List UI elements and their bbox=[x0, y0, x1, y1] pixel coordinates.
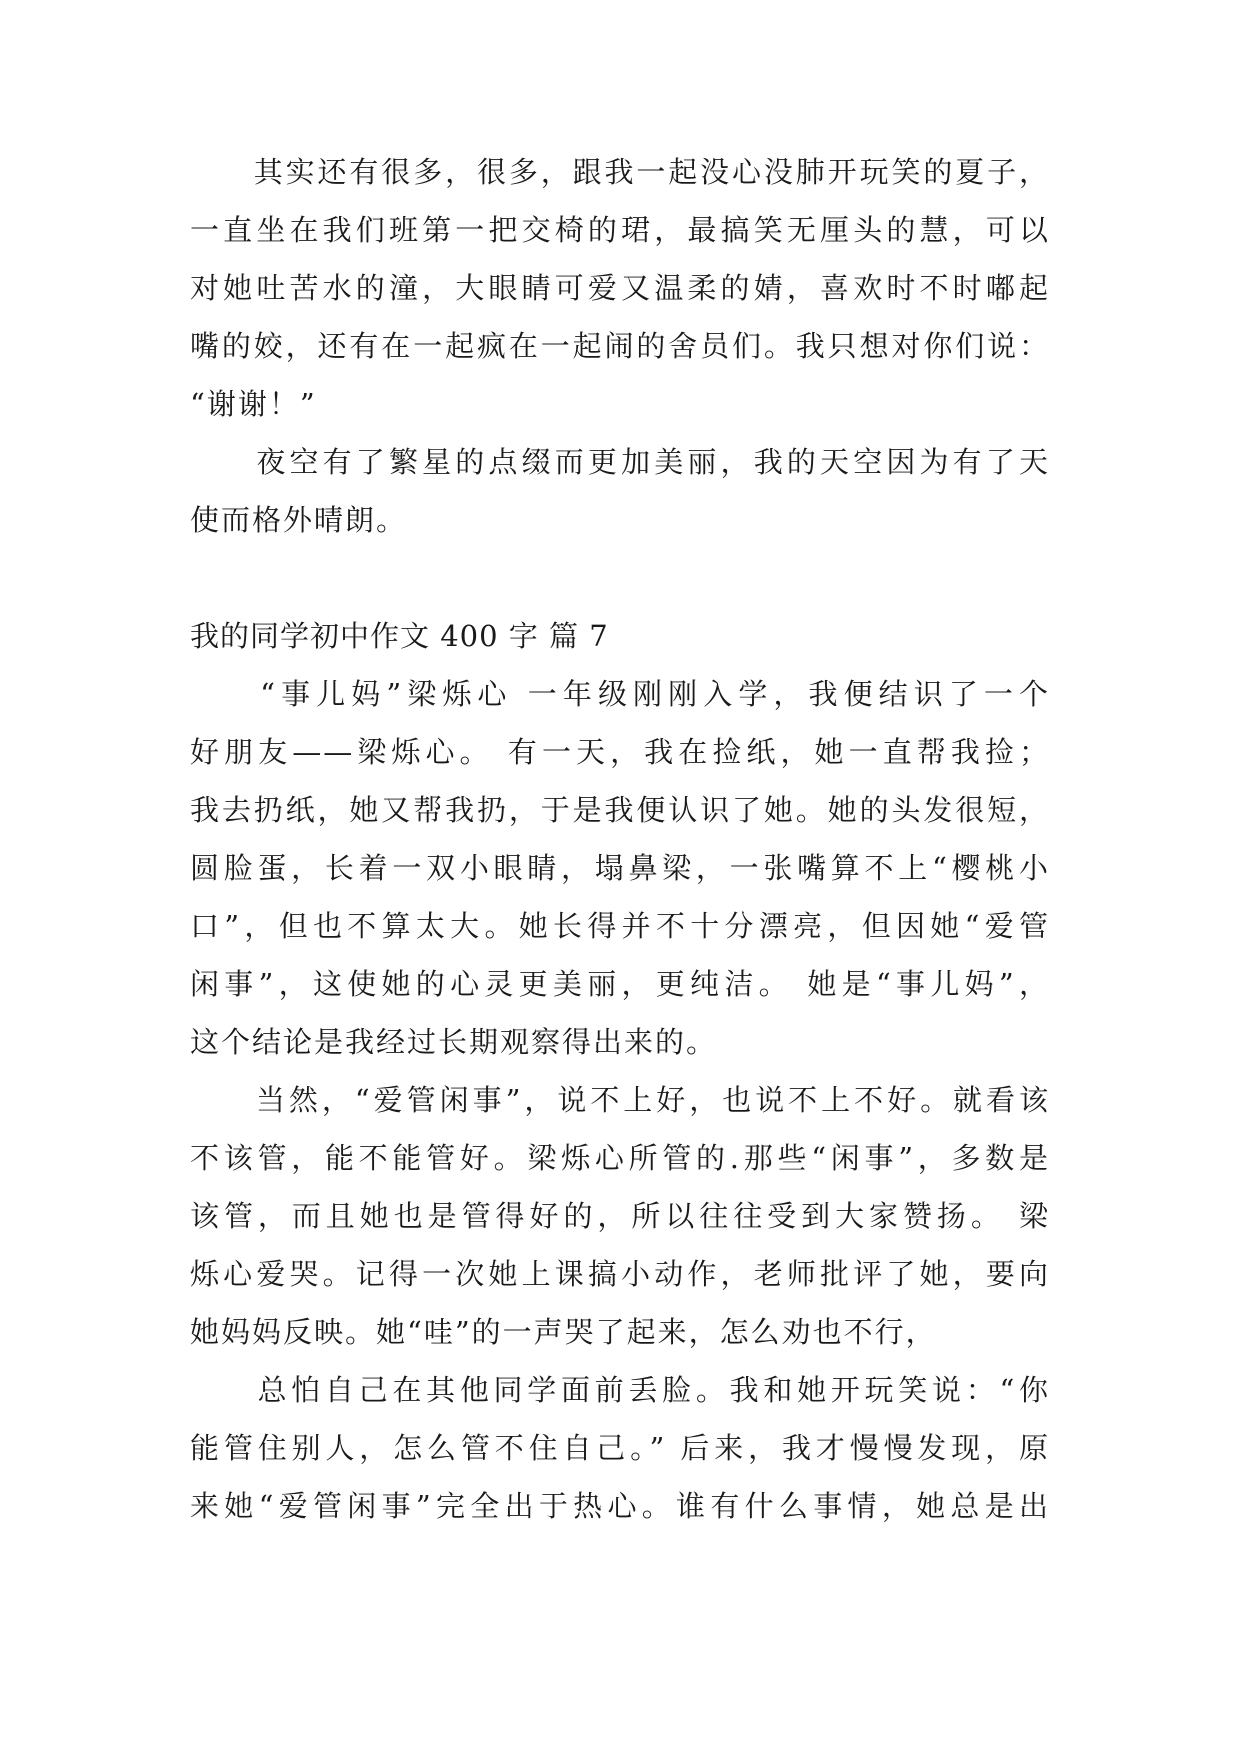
paragraph-line: 闲事”，这使她的心灵更美丽，更纯洁。 她是“事儿妈”， bbox=[190, 967, 1050, 1001]
paragraph-line: 该管，而且她也是管得好的，所以往往受到大家赞扬。 梁 bbox=[190, 1199, 1050, 1233]
paragraph-line: 能管住别人，怎么管不住自己。” 后来，我才慢慢发现，原 bbox=[190, 1431, 1050, 1465]
paragraph-line: “事儿妈”梁烁心 一年级刚刚入学，我便结识了一个 bbox=[190, 677, 1050, 711]
paragraph-line: “谢谢！” bbox=[190, 387, 317, 421]
paragraph-line: 一直坐在我们班第一把交椅的珺，最搞笑无厘头的慧，可以 bbox=[190, 213, 1050, 247]
paragraph-line: 总怕自己在其他同学面前丢脸。我和她开玩笑说：“你 bbox=[190, 1373, 1050, 1407]
paragraph-line: 当然，“爱管闲事”，说不上好，也说不上不好。就看该 bbox=[190, 1083, 1050, 1117]
paragraph-line: 不该管，能不能管好。梁烁心所管的.那些“闲事”，多数是 bbox=[190, 1141, 1050, 1175]
paragraph-line: 烁心爱哭。记得一次她上课搞小动作，老师批评了她，要向 bbox=[190, 1257, 1050, 1291]
paragraph-line: 嘴的姣，还有在一起疯在一起闹的舍员们。我只想对你们说： bbox=[190, 329, 1050, 363]
paragraph-line: 使而格外晴朗。 bbox=[190, 503, 408, 537]
paragraph-line: 圆脸蛋，长着一双小眼睛，塌鼻梁，一张嘴算不上“樱桃小 bbox=[190, 851, 1050, 885]
paragraph-line: 她妈妈反映。她“哇”的一声哭了起来，怎么劝也不行， bbox=[190, 1315, 937, 1349]
paragraph-line: 来她“爱管闲事”完全出于热心。谁有什么事情，她总是出 bbox=[190, 1489, 1050, 1523]
paragraph-line: 其实还有很多，很多，跟我一起没心没肺开玩笑的夏子， bbox=[190, 155, 1050, 189]
paragraph-line: 我去扔纸，她又帮我扔，于是我便认识了她。她的头发很短， bbox=[190, 793, 1050, 827]
paragraph-line: 好朋友——梁烁心。 有一天，我在捡纸，她一直帮我捡； bbox=[190, 735, 1050, 769]
paragraph-line: 夜空有了繁星的点缀而更加美丽，我的天空因为有了天 bbox=[190, 445, 1050, 479]
paragraph-line: 这个结论是我经过长期观察得出来的。 bbox=[190, 1025, 718, 1059]
section-heading: 我的同学初中作文 400 字 篇 7 bbox=[190, 619, 609, 653]
paragraph-line: 口”，但也不算太大。她长得并不十分漂亮，但因她“爱管 bbox=[190, 909, 1050, 943]
paragraph-line: 对她吐苦水的潼，大眼睛可爱又温柔的婧，喜欢时不时嘟起 bbox=[190, 271, 1050, 305]
